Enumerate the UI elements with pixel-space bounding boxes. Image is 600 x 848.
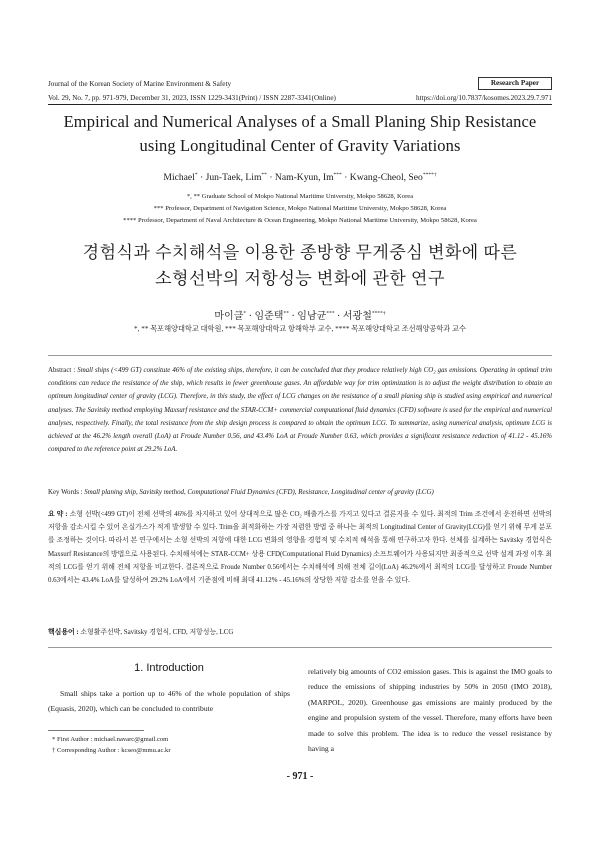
- author-3-mark: ***: [333, 172, 342, 178]
- body-text-left-column: Small ships take a portion up to 46% of the whole population of ships (Equasis, 2020), which can be concluded to contribute: [48, 689, 290, 714]
- korean-author-1: 마이클: [214, 311, 244, 322]
- section-divider: [48, 647, 552, 648]
- abstract-label: Abstract :: [48, 367, 78, 374]
- korean-abstract: [48, 508, 552, 587]
- doi-link[interactable]: https://doi.org/10.7837/kosomes.2023.29.7.971: [415, 94, 552, 102]
- korean-author-1-mark: *: [243, 310, 247, 317]
- page-number: - 971 -: [286, 771, 314, 782]
- korean-author-3-mark: ***: [326, 310, 335, 317]
- volume-info: Vol. 29, No. 7, pp. 971-979, December 31, 2023, ISSN 1229-3431(Print) / ISSN 2287-3341(Online): [48, 94, 336, 102]
- journal-name: Journal of the Korean Society of Marine Environment & Safety: [48, 80, 232, 88]
- korean-author-list: [40, 307, 560, 322]
- korean-keywords-text: 소형활주선박, Savitsky 경험식, CFD, 저항성능, LCG: [80, 629, 234, 636]
- korean-title-line-2: 소형선박의 저항성능 변화에 관한 연구: [155, 269, 445, 288]
- abstract: [48, 364, 552, 456]
- author-2-mark: **: [261, 172, 267, 178]
- author-list: [40, 172, 560, 183]
- korean-abstract-text: 소형 선박(<499 GT)이 전체 선박의 46%를 차지하고 있어 상대적으로 많은 CO₂ 배출가스를 가지고 있다고 결론지을 수 있다. 최적의 Trim 조건에서 운전하면 선박의 저항을 감소시킬 수 있어 온실가스가 적게 발생할 수 있다. Trim을 최적화하는 가장 저렴한 방법 중 하나는 최적의 Longitudinal Center of Gravity(LCG)를 얻기 위해 무게 분포를 조정하는 것이다. 따라서 본 연구에서는 소형 선박의 저항에 대한 LCG 변화의 영향을 경험적 및 수치적 해석을 통해 연구하고자 한다. 선체를 실계하는 Savitsky 경험식은 Maxsurf Resistance의 방법으로 사용된다. 수치해석에는 STAR-CCM+ 상용 CFD(Computational Fluid Dynamics) 소프트웨어가 사용되지만 최종적으로 선박 설계 과정 이후 최적의 LCG를 얻기 위해 전체 저항을 비교한다. 결론적으로 Froude Number 0.56에서는 수치해석에 의해 전체 길이(LoA) 46.2%에서 최적의 LCG를 달성하고 Froude Number 0.63에서는 43.4% LoA를 달성하여 29.2% LoA에서 기준점에 비해 최대 41.12% - 45.16%의 상당한 저항 감소를 얻을 수 있다.: [48, 511, 552, 585]
- korean-keywords: [48, 626, 552, 636]
- korean-author-4: 서광철: [342, 311, 372, 322]
- author-separator: ·: [266, 172, 275, 184]
- korean-author-2: 임준택: [254, 311, 284, 322]
- section-divider: [48, 355, 552, 356]
- title-line-2: using Longitudinal Center of Gravity Variations: [139, 136, 461, 155]
- korean-affiliation: *, ** 목포해양대학교 대학원, *** 목포해양대학교 항해학부 교수, **** 목포해양대학교 조선해양공학과 교수: [134, 325, 466, 333]
- korean-author-2-mark: **: [283, 310, 289, 317]
- affiliation-1: *, ** Graduate School of Mokpo National Maritime University, Mokpo 58628, Korea: [186, 193, 414, 200]
- korean-title-line-1: 경험식과 수치해석을 이용한 종방향 무게중심 변화에 따른: [82, 243, 518, 262]
- keywords-label: Key Words :: [48, 489, 85, 496]
- author-2: Jun-Taek, Lim: [205, 172, 262, 184]
- keywords: [48, 486, 552, 499]
- author-4: Kwang-Cheol, Seo: [349, 172, 423, 184]
- author-separator: ·: [341, 172, 350, 184]
- header-rule: [48, 104, 552, 105]
- abstract-text: Small ships (<499 GT) constitute 46% of the existing ships, therefore, it can be concluded that they produce relatively high CO₂ gas emissions. Operating in optimal trim conditions can reduce the resistance of the ship, which results in fewer greenhouse gases. An affordable way for trim optimization is to adjust the weight distribution to obtain an optimum longitudinal center of gravity (LCG). Therefore, in this study, the effect of LCG changes on the resistance of a small planing ship is studied using empirical and numerical analyses. The Savitsky method employing Maxsurf resistance and the STAR-CCM+ commercial computational fluid dynamics (CFD) software is used for the empirical and numerical analyses, respectively. Finally, the total resistance from the ship design process is compared to obtain the optimum LCG. To summarize, using numerical analysis, optimum LCG is achieved at the 46.2% length overall (LoA) at Froude Number 0.56, and 43.4% LoA at Froude Number 0.63, which provides a significant resistance reduction of 41.12 - 45.16% compared to the reference point at 29.2% LoA.: [48, 367, 552, 454]
- korean-keywords-label: 핵심용어 :: [48, 629, 81, 636]
- title-line-1: Empirical and Numerical Analyses of a Small Planing Ship Resistance: [63, 112, 537, 131]
- author-separator: ·: [197, 172, 206, 184]
- korean-author-4-mark: ****†: [371, 310, 386, 317]
- korean-author-separator: ·: [246, 311, 255, 322]
- article-type-badge: Research Paper: [478, 77, 552, 90]
- author-1-mark: *: [194, 172, 198, 178]
- paper-title: [40, 110, 560, 158]
- section-heading-introduction: 1. Introduction: [134, 662, 204, 674]
- affiliation-2: *** Professor, Department of Navigation Science, Mokpo National Maritime University, Mokpo 58628, Korea: [153, 205, 447, 212]
- korean-abstract-label: 요 약 :: [48, 511, 70, 518]
- footnote-rule: [48, 730, 144, 731]
- korean-author-3: 임남균: [297, 311, 327, 322]
- affiliation-3: **** Professor, Department of Naval Architecture & Ocean Engineering, Mokpo National Maritime University, Mokpo 58628, Korea: [123, 217, 477, 224]
- author-1: Michael: [163, 172, 195, 184]
- footnote-corresponding-author: † Corresponding Author : kcseo@mmu.ac.kr: [52, 747, 171, 754]
- body-text-right-column: relatively big amounts of CO2 emission gases. This is against the IMO goals to reduce the emissions of shipping industries by 50% in 2050 (IMO 2018), (MARPOL, 2020). Greenhouse gas emissions are mainly produced by the engine and propulsion system of the vessel. Therefore, many efforts have been made to solve this problem. The idea is to reduce the vessel resistance by having a: [308, 667, 552, 754]
- footnote-first-author: * First Author : michael.navarc@gmail.com: [52, 736, 169, 743]
- author-4-mark: ****†: [422, 172, 437, 178]
- author-3: Nam-Kyun, Im: [274, 172, 334, 184]
- keywords-text: Small planing ship, Savitsky method, Computational Fluid Dynamics (CFD), Resistance, Longitudinal center of gravity (LCG): [84, 489, 434, 496]
- korean-author-separator: ·: [334, 311, 343, 322]
- korean-author-separator: ·: [288, 311, 298, 322]
- korean-title: [40, 240, 560, 292]
